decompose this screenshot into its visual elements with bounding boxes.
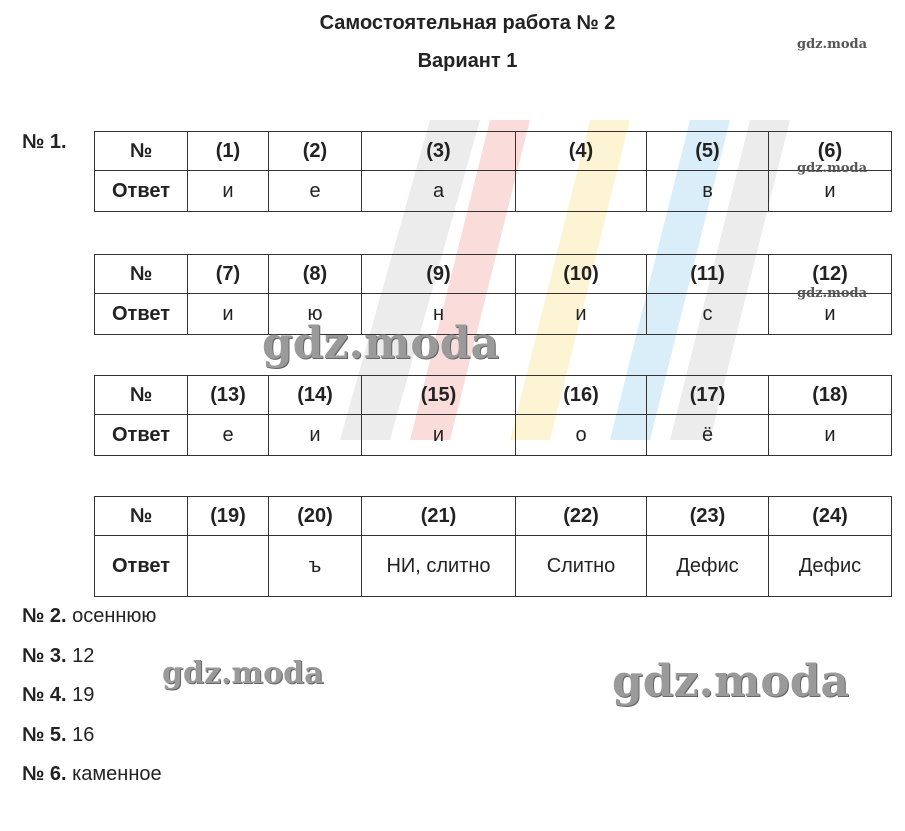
table-cell: НИ, слитно [362, 536, 516, 597]
table-cell: в [647, 171, 769, 212]
table-row [95, 415, 892, 456]
table-cell: (10) [516, 255, 647, 294]
table-cell: (14) [269, 376, 362, 415]
table-cell: (20) [269, 497, 362, 536]
task-number: № 2. [22, 605, 67, 627]
table-cell: и [516, 294, 647, 335]
answer-table-3 [94, 375, 892, 456]
table-cell: (23) [647, 497, 769, 536]
table-row [95, 376, 892, 415]
number-row-header: № [95, 132, 188, 171]
table-cell: ъ [269, 536, 362, 597]
table-cell: ю [269, 294, 362, 335]
table-cell: Дефис [769, 536, 892, 597]
table-cell: е [269, 171, 362, 212]
table-cell: (17) [647, 376, 769, 415]
number-row-header: № [95, 255, 188, 294]
table-cell: (15) [362, 376, 516, 415]
table-cell: с [647, 294, 769, 335]
table-cell: (22) [516, 497, 647, 536]
list-item [22, 721, 162, 761]
table-cell [188, 536, 269, 597]
table-cell: (21) [362, 497, 516, 536]
table-cell: и [362, 415, 516, 456]
task1-label: № 1. [22, 131, 67, 153]
number-row-header: № [95, 376, 188, 415]
table-cell: (2) [269, 132, 362, 171]
answer-table-1 [94, 131, 892, 212]
table-cell: о [516, 415, 647, 456]
task-number: № 3. [22, 644, 67, 667]
table-row [95, 497, 892, 536]
table-cell: (4) [516, 132, 647, 171]
table-cell: (12) [769, 255, 892, 294]
table-cell [516, 171, 647, 212]
table-row [95, 132, 892, 171]
table-cell: (18) [769, 376, 892, 415]
task-number: № 5. [22, 723, 67, 746]
answer-row-header: Ответ [95, 536, 188, 597]
table-cell: (1) [188, 132, 269, 171]
table-cell: (19) [188, 497, 269, 536]
table-cell: (9) [362, 255, 516, 294]
table-cell: (5) [647, 132, 769, 171]
task-answer: 19 [72, 684, 95, 706]
watermark-logo: gdz.moda [612, 656, 850, 707]
list-item [22, 760, 162, 800]
task-answer: 12 [72, 644, 95, 667]
watermark-logo: gdz.moda [797, 37, 868, 52]
table-cell: (13) [188, 376, 269, 415]
list-item [22, 642, 162, 682]
answer-row-header: Ответ [95, 415, 188, 456]
watermark-logo: gdz.moda [262, 318, 500, 369]
watermark-logo: gdz.moda [797, 161, 868, 176]
task-answer: 16 [72, 723, 95, 746]
task-number: № 4. [22, 684, 67, 706]
table-cell: (11) [647, 255, 769, 294]
list-item [22, 681, 162, 721]
table-row [95, 536, 892, 597]
table-cell: (6) [769, 132, 892, 171]
task-answer: каменное [72, 763, 162, 785]
answers-list [22, 602, 162, 800]
table-cell: (3) [362, 132, 516, 171]
table-cell: е [188, 415, 269, 456]
list-item [22, 602, 162, 642]
table-cell: и [188, 171, 269, 212]
answer-row-header: Ответ [95, 294, 188, 335]
answer-table-4 [94, 496, 892, 597]
number-row-header: № [95, 497, 188, 536]
table-cell: а [362, 171, 516, 212]
page-title: Самостоятельная работа № 2 [319, 12, 616, 34]
watermark-logo: gdz.moda [162, 656, 324, 691]
answer-row-header: Ответ [95, 171, 188, 212]
table-cell: и [188, 294, 269, 335]
table-cell: (8) [269, 255, 362, 294]
table-cell: н [362, 294, 516, 335]
table-cell: (7) [188, 255, 269, 294]
table-cell: и [769, 171, 892, 212]
table-cell: Слитно [516, 536, 647, 597]
table-row [95, 171, 892, 212]
task-number: № 6. [22, 763, 67, 785]
table-row [95, 255, 892, 294]
table-cell: Дефис [647, 536, 769, 597]
table-cell: ё [647, 415, 769, 456]
variant-title: Вариант 1 [417, 50, 518, 72]
watermark-logo: gdz.moda [797, 286, 868, 301]
table-cell: и [769, 294, 892, 335]
table-cell: (24) [769, 497, 892, 536]
table-cell: и [769, 415, 892, 456]
task-answer: осеннюю [72, 605, 157, 627]
table-cell: (16) [516, 376, 647, 415]
table-cell: и [269, 415, 362, 456]
